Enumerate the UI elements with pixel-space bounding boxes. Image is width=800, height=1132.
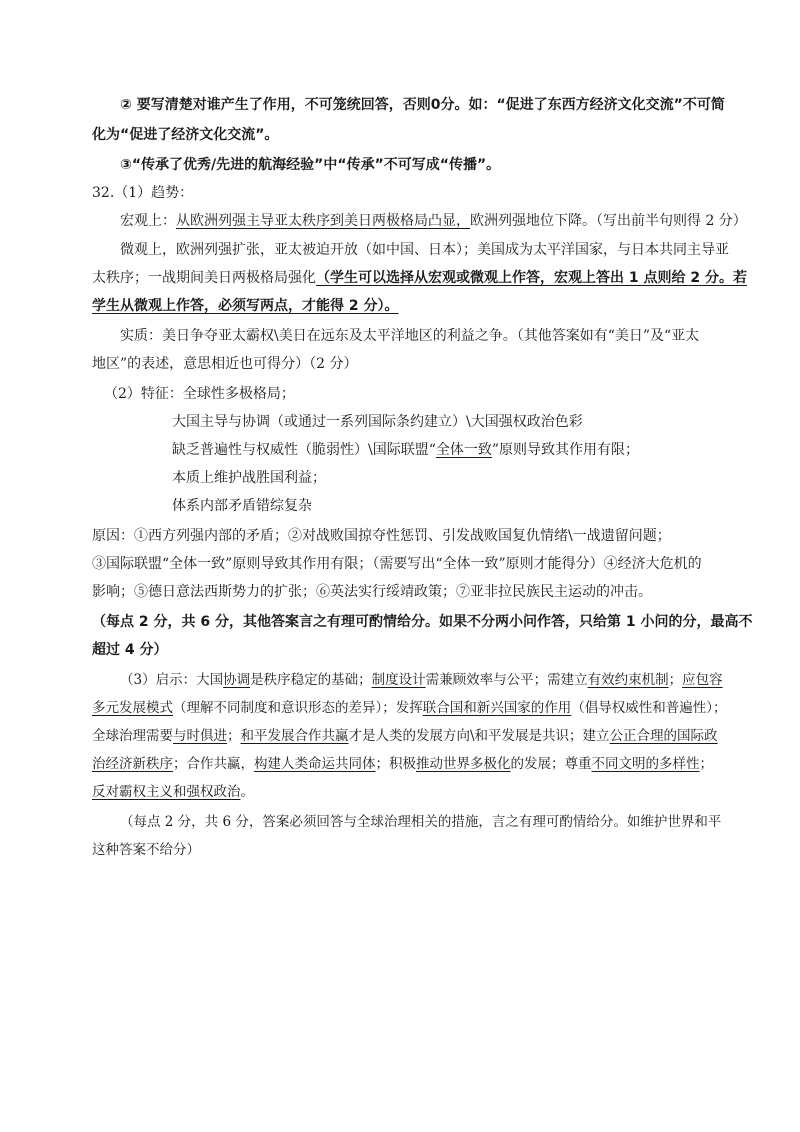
part3-line2	[92, 698, 727, 718]
feature-2	[172, 440, 639, 460]
part3-line1	[120, 670, 723, 690]
feature-2-key: 全体一致	[435, 442, 492, 458]
part3-key-coordination: 协调	[223, 672, 251, 688]
part3-line3	[92, 726, 718, 746]
part3-text: 的发展；尊重	[510, 756, 592, 772]
part3-key-constraint: 有效约束机制	[587, 672, 669, 688]
trend-micro-line1: 微观上，欧洲列强扩张，亚太被迫开放（如中国、日本）；美国成为太平洋国家，与日本共同主导亚	[120, 242, 729, 258]
part3-text: 是秩序稳定的基础；	[250, 672, 372, 688]
part3-text: （理解不同制度和意识形态的差异）；发挥	[173, 700, 423, 716]
part3-text: 才是人类的发展方向\和平发展是共识；建立	[348, 728, 610, 744]
trend-macro-label: 宏观上：	[120, 213, 176, 229]
part3-text: ；积极	[375, 756, 416, 772]
essence-line2: 地区”的表述，意思相近也可得分）（2 分）	[92, 356, 358, 372]
part3-key-community: 构建人类命运共同体	[254, 756, 376, 772]
part3-key-order: 公正合理的国际政	[609, 728, 718, 744]
part3-key-diverse-models: 多元发展模式	[92, 700, 173, 716]
feature-3: 本质上维护战胜国利益；	[172, 470, 326, 486]
note-2-continued: 化为“促进了经济文化交流”。	[92, 127, 279, 143]
part3-key-order-cont: 治经济新秩序	[92, 756, 173, 772]
part2-heading: （2）特征：全球性多极格局；	[104, 386, 295, 402]
part3-text: 全球治理需要	[92, 728, 173, 744]
part3-text: 需兼顾效率与公平；需建立	[425, 672, 588, 688]
part3-key-multipolar: 推动世界多极化	[416, 756, 511, 772]
part3-text: 。	[240, 784, 254, 800]
part3-line5	[92, 782, 254, 802]
part3-text: ；	[227, 728, 241, 744]
trend-macro-key: 从欧洲列强主导亚太秩序到美日两极格局凸显，	[176, 213, 470, 229]
trend-micro-line2	[92, 268, 747, 288]
note-3: ③“传承了优秀/先进的航海经验”中“传承”不可写成“传播”。	[120, 157, 501, 173]
part3-line4	[92, 754, 713, 774]
part3-text: （3）启示：大国	[120, 672, 224, 688]
reasons-line2: ③国际联盟“全体一致”原则导致其作用有限；（需要写出“全体一致”原则才能得分）④经济大危机的	[92, 556, 702, 572]
trend-micro-text: 太秩序；一战期间美日两极格局强化	[92, 270, 316, 286]
part3-key-un: 联合国和新兴国家的作用	[422, 700, 572, 716]
part3-key-times: 与时俱进	[173, 728, 227, 744]
part3-key-inclusive: 应包容	[682, 672, 723, 688]
part3-scoring-line1: （每点 2 分，共 6 分，答案必须回答与全球治理相关的措施，言之有理可酌情给分。如维护世界和平	[120, 814, 722, 830]
trend-scoring-note: （学生可以选择从宏观或微观上作答，宏观上答出 1 点则给 2 分。若	[316, 270, 747, 286]
essence-line1: 实质：美日争夺亚太霸权\美日在远东及太平洋地区的利益之争。（其他答案如有“美日”及“亚太	[120, 328, 700, 344]
feature-4: 体系内部矛盾错综复杂	[172, 498, 312, 514]
part2-scoring-line2: 超过 4 分）	[92, 642, 168, 658]
part3-text: （倡导权威性和普遍性）；	[571, 700, 727, 716]
note-2: ② 要写清楚对谁产生了作用，不可笼统回答，否则0分。如：“促进了东西方经济文化交流”不可简	[120, 97, 725, 113]
part3-key-peace: 和平发展合作共赢	[240, 728, 349, 744]
trend-macro-rest: 欧洲列强地位下降。（写出前半句则得 2 分）	[470, 213, 747, 229]
part3-key-diversity: 不同文明的多样性	[591, 756, 700, 772]
part3-text: ；	[668, 672, 683, 688]
part3-text: ；	[699, 756, 713, 772]
part3-key-institution: 制度设计	[371, 672, 426, 688]
feature-2-rest: ”原则导致其作用有限；	[491, 442, 640, 458]
trend-macro	[120, 211, 747, 231]
part3-key-anti-hegemony: 反对霸权主义和强权政治	[92, 784, 241, 800]
feature-2-text: 缺乏普遍性与权威性（脆弱性）\国际联盟“	[172, 442, 436, 458]
part3-scoring-line2: 这种答案不给分）	[92, 842, 200, 858]
part3-text: ；合作共赢，	[173, 756, 254, 772]
part2-scoring-line1: （每点 2 分，共 6 分，其他答案言之有理可酌情给分。如果不分两小问作答，只给第 1 小问的分，最高不	[92, 614, 753, 630]
reasons-line3: 影响；⑤德日意法西斯势力的扩张；⑥英法实行绥靖政策；⑦亚非拉民族民主运动的冲击。	[92, 584, 652, 600]
reasons-line1: 原因：①西方列强内部的矛盾；②对战败国掠夺性惩罚、引发战败国复仇情绪\一战遗留问题；	[92, 528, 671, 544]
feature-1: 大国主导与协调（或通过一系列国际条约建立）\大国强权政治色彩	[172, 414, 583, 430]
trend-scoring-note-cont: 学生从微观上作答，必须写两点，才能得 2 分）。	[92, 298, 399, 314]
question-32-heading: 32.（1）趋势：	[92, 185, 194, 201]
